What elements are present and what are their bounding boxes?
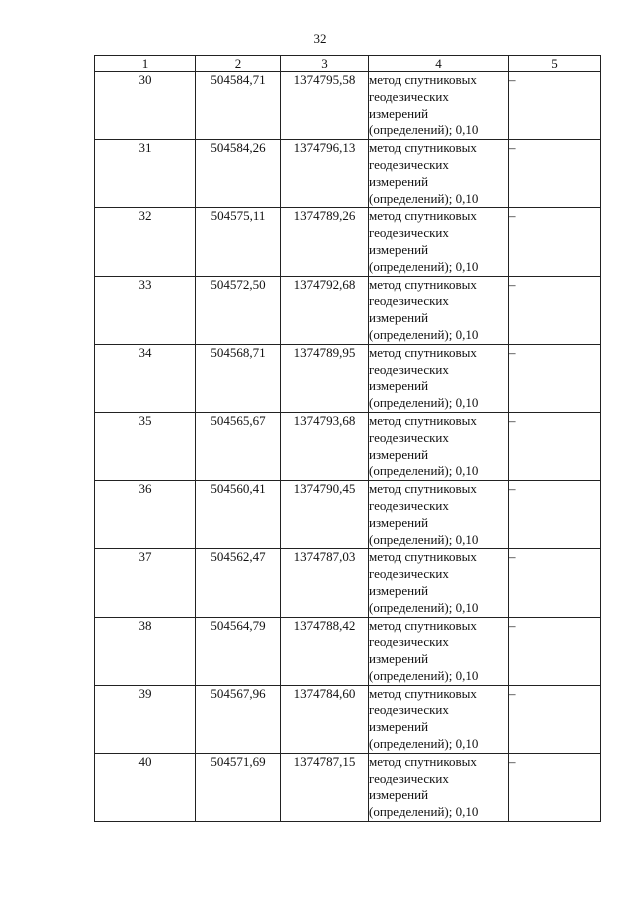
method-line: метод спутниковых [369,344,477,360]
point-number-cell: 39 [95,685,196,753]
method-cell [369,276,509,344]
description-cell: – [509,208,601,276]
header-col-3: 3 [281,56,369,72]
method-line: геодезических [369,566,449,582]
method-cell [369,344,509,412]
method-line: (определений); 0,10 [369,395,479,411]
method-line: геодезических [369,156,449,172]
method-line: измерений [369,651,429,667]
point-number-cell: 40 [95,753,196,821]
method-line: геодезических [369,361,449,377]
table-row [95,753,601,821]
method-line: измерений [369,719,429,735]
method-line: метод спутниковых [369,208,477,224]
table-row [95,140,601,208]
point-number-cell: 32 [95,208,196,276]
point-number-cell: 36 [95,481,196,549]
method-line: измерений [369,310,429,326]
y-coordinate-cell: 1374789,95 [281,344,369,412]
header-col-2: 2 [196,56,281,72]
y-coordinate-cell: 1374789,26 [281,208,369,276]
x-coordinate-cell: 504575,11 [196,208,281,276]
method-line: измерений [369,173,429,189]
method-line: (определений); 0,10 [369,599,479,615]
table-row [95,617,601,685]
description-cell: – [509,72,601,140]
table-row [95,412,601,480]
point-number-cell: 31 [95,140,196,208]
method-cell [369,72,509,140]
x-coordinate-cell: 504584,26 [196,140,281,208]
y-coordinate-cell: 1374790,45 [281,481,369,549]
method-line: метод спутниковых [369,72,477,87]
method-line: (определений); 0,10 [369,258,479,274]
y-coordinate-cell: 1374795,58 [281,72,369,140]
table-row [95,72,601,140]
description-cell: – [509,549,601,617]
method-line: геодезических [369,497,449,513]
header-col-1: 1 [95,56,196,72]
method-line: метод спутниковых [369,140,477,156]
y-coordinate-cell: 1374787,03 [281,549,369,617]
x-coordinate-cell: 504567,96 [196,685,281,753]
method-line: (определений); 0,10 [369,804,479,820]
method-line: метод спутниковых [369,617,477,633]
method-line: измерений [369,787,429,803]
method-cell [369,208,509,276]
table-row [95,276,601,344]
method-cell [369,549,509,617]
y-coordinate-cell: 1374796,13 [281,140,369,208]
page-number: 32 [313,31,327,46]
method-line: геодезических [369,770,449,786]
method-line: измерений [369,241,429,257]
x-coordinate-cell: 504568,71 [196,344,281,412]
method-cell [369,412,509,480]
description-cell: – [509,617,601,685]
method-line: измерений [369,446,429,462]
point-number-cell: 33 [95,276,196,344]
y-coordinate-cell: 1374793,68 [281,412,369,480]
method-line: измерений [369,378,429,394]
x-coordinate-cell: 504564,79 [196,617,281,685]
description-cell: – [509,276,601,344]
method-line: метод спутниковых [369,481,477,497]
description-cell: – [509,481,601,549]
description-cell: – [509,412,601,480]
header-col-4: 4 [369,56,509,72]
method-line: измерений [369,582,429,598]
point-number-cell: 30 [95,72,196,140]
point-number-cell: 34 [95,344,196,412]
method-line: (определений); 0,10 [369,531,479,547]
method-line: (определений); 0,10 [369,463,479,479]
table-body [95,72,601,822]
x-coordinate-cell: 504571,69 [196,753,281,821]
table-row [95,344,601,412]
point-number-cell: 38 [95,617,196,685]
header-col-5: 5 [509,56,601,72]
description-cell: – [509,344,601,412]
method-line: (определений); 0,10 [369,667,479,683]
method-line: (определений); 0,10 [369,326,479,342]
table-row [95,549,601,617]
x-coordinate-cell: 504565,67 [196,412,281,480]
method-line: геодезических [369,429,449,445]
table-header-row [95,56,601,72]
table-row [95,208,601,276]
method-cell [369,685,509,753]
method-line: геодезических [369,225,449,241]
method-line: метод спутниковых [369,753,477,769]
description-cell: – [509,685,601,753]
y-coordinate-cell: 1374787,15 [281,753,369,821]
method-cell [369,753,509,821]
method-cell [369,617,509,685]
method-line: (определений); 0,10 [369,122,479,138]
table-row [95,685,601,753]
method-cell [369,140,509,208]
method-line: (определений); 0,10 [369,190,479,206]
description-cell: – [509,140,601,208]
method-line: (определений); 0,10 [369,736,479,752]
method-cell [369,481,509,549]
point-number-cell: 37 [95,549,196,617]
y-coordinate-cell: 1374788,42 [281,617,369,685]
method-line: метод спутниковых [369,549,477,565]
method-line: геодезических [369,702,449,718]
coordinates-table [94,55,601,822]
method-line: метод спутниковых [369,276,477,292]
method-line: геодезических [369,293,449,309]
x-coordinate-cell: 504560,41 [196,481,281,549]
description-cell: – [509,753,601,821]
x-coordinate-cell: 504584,71 [196,72,281,140]
method-line: метод спутниковых [369,685,477,701]
method-line: измерений [369,105,429,121]
x-coordinate-cell: 504562,47 [196,549,281,617]
y-coordinate-cell: 1374792,68 [281,276,369,344]
method-line: измерений [369,514,429,530]
method-line: геодезических [369,634,449,650]
point-number-cell: 35 [95,412,196,480]
method-line: геодезических [369,88,449,104]
table-row [95,481,601,549]
method-line: метод спутниковых [369,412,477,428]
x-coordinate-cell: 504572,50 [196,276,281,344]
y-coordinate-cell: 1374784,60 [281,685,369,753]
